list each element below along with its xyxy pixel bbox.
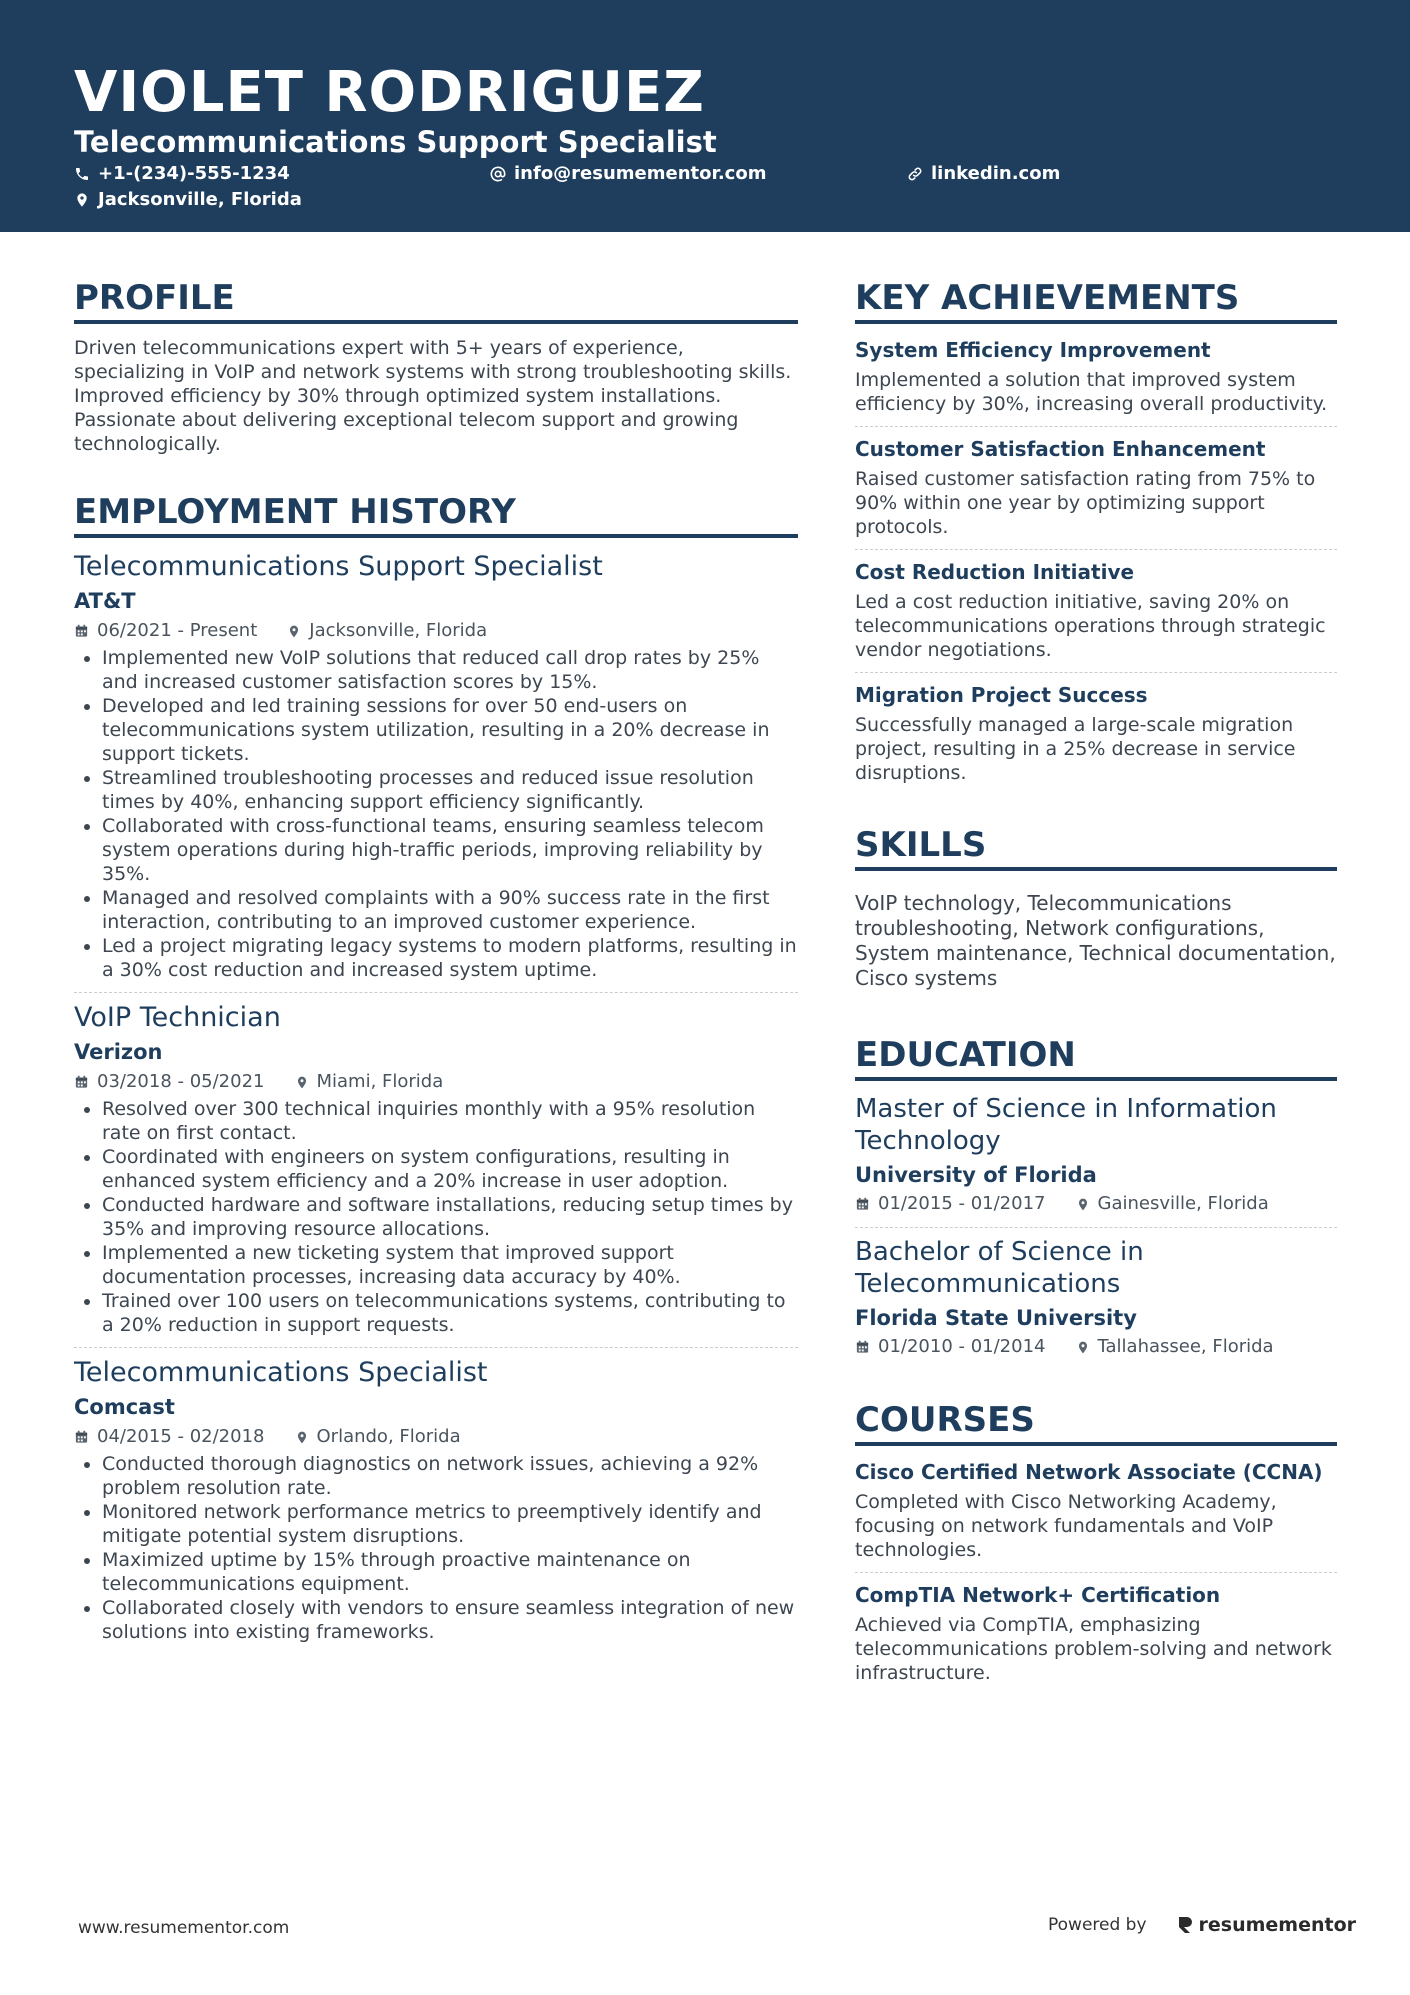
location-text: Jacksonville, Florida [309, 620, 488, 641]
achievement-item [855, 558, 1337, 662]
footer-branding [1048, 1914, 1356, 1936]
location-text: Tallahassee, Florida [1097, 1336, 1274, 1357]
right-column [855, 278, 1337, 1685]
location-pin-icon [295, 1074, 309, 1091]
course-item [855, 1458, 1337, 1562]
bullet-item: • Coordinated with engineers on system configurations, resulting in enhanced system efficiency and a 20% increase in user adoption. [102, 1145, 798, 1193]
candidate-name: VIOLET RODRIGUEZ [74, 60, 705, 125]
bullet-item: • Resolved over 300 technical inquiries monthly with a 95% resolution rate on first contact. [102, 1097, 798, 1145]
bullet-item: • Implemented a new ticketing system that improved support documentation processes, increasing data accuracy by 40%. [102, 1241, 798, 1289]
meta-row [855, 1334, 1337, 1360]
meta-row [74, 618, 798, 644]
achievement-item [855, 336, 1337, 416]
location-pin-icon [295, 1429, 309, 1446]
contact-location [74, 188, 302, 212]
phone-icon [74, 166, 90, 182]
bullet-item: • Maximized uptime by 15% through proactive maintenance on telecommunications equipment. [102, 1548, 798, 1596]
location [295, 1069, 444, 1095]
location-text: Miami, Florida [316, 1071, 444, 1092]
school: University of Florida [855, 1163, 1097, 1187]
location-text: Jacksonville, Florida [98, 189, 302, 210]
education-item [855, 1236, 1337, 1360]
calendar-icon [855, 1196, 870, 1212]
meta-row [74, 1069, 798, 1095]
course-text: Achieved via CompTIA, emphasizing telecommunications problem-solving and network infrastructure. [855, 1614, 1332, 1684]
brand-logo[interactable] [1177, 1914, 1357, 1936]
course-text: Completed with Cisco Networking Academy, focusing on network fundamentals and VoIP technologies. [855, 1491, 1277, 1561]
divider [855, 672, 1337, 673]
achievement-text: Raised customer satisfaction rating from 75% to 90% within one year by optimizing support protocols. [855, 468, 1316, 538]
skills-heading: SKILLS [855, 825, 1337, 871]
course-title: Cisco Certified Network Associate (CCNA) [855, 1460, 1323, 1484]
achievement-title: Migration Project Success [855, 683, 1148, 707]
date-range: 06/2021 - Present [97, 620, 258, 641]
bullet-item: • Led a project migrating legacy systems to modern platforms, resulting in a 30% cost reduction and increased system uptime. [102, 934, 798, 982]
job-entry [74, 1001, 798, 1337]
school: Florida State University [855, 1306, 1137, 1330]
achievement-title: Cost Reduction Initiative [855, 560, 1135, 584]
phone-text: +1-(234)-555-1234 [98, 163, 290, 184]
job-entry [74, 1356, 798, 1644]
resumementor-logo-icon [1177, 1915, 1195, 1935]
achievements-heading: KEY ACHIEVEMENTS [855, 278, 1337, 324]
profile-heading: PROFILE [74, 278, 798, 324]
job-title: Telecommunications Support Specialist [74, 551, 603, 582]
location-pin-icon [1076, 1339, 1090, 1356]
link-icon [907, 166, 923, 182]
bullet-item: • Developed and led training sessions for over 50 end-users on telecommunications system utilization, resulting in a 20% decrease in support tickets. [102, 694, 798, 766]
company-name: Comcast [74, 1395, 175, 1419]
courses-list [855, 1458, 1337, 1685]
job-title: VoIP Technician [74, 1002, 281, 1033]
company-name: Verizon [74, 1040, 163, 1064]
divider [855, 1572, 1337, 1573]
linkedin-text[interactable]: linkedin.com [931, 163, 1061, 184]
location-pin-icon [1076, 1196, 1090, 1213]
bullet-item: • Implemented new VoIP solutions that reduced call drop rates by 25% and increased customer satisfaction scores by 15%. [102, 646, 798, 694]
job-bullets [74, 646, 798, 982]
course-item [855, 1581, 1337, 1685]
achievement-text: Led a cost reduction initiative, saving 20% on telecommunications operations through strategic vendor negotiations. [855, 591, 1326, 661]
at-icon [490, 166, 506, 182]
divider [855, 426, 1337, 427]
contact-email[interactable] [490, 162, 766, 186]
job-bullets [74, 1097, 798, 1337]
skills-text: VoIP technology, Telecommunications troubleshooting, Network configurations, System maintenance, Technical documentation, Cisco systems [855, 891, 1336, 990]
location [295, 1424, 461, 1450]
calendar-icon [74, 623, 89, 639]
date-range: 01/2015 - 01/2017 [878, 1193, 1046, 1214]
candidate-title: Telecommunications Support Specialist [74, 125, 717, 159]
employment-list [74, 550, 798, 1644]
bullet-item: • Managed and resolved complaints with a 90% success rate in the first interaction, contributing to an improved customer experience. [102, 886, 798, 934]
achievement-title: Customer Satisfaction Enhancement [855, 437, 1266, 461]
achievements-list [855, 336, 1337, 785]
meta-row [74, 1424, 798, 1450]
contact-phone [74, 162, 290, 186]
job-bullets [74, 1452, 798, 1644]
bullet-item: • Collaborated with cross-functional teams, ensuring seamless telecom system operations during high-traffic periods, improving reliability by 35%. [102, 814, 798, 886]
education-item [855, 1093, 1337, 1217]
location-pin-icon [74, 192, 90, 208]
bullet-item: • Conducted thorough diagnostics on network issues, achieving a 92% problem resolution rate. [102, 1452, 798, 1500]
meta-row [855, 1191, 1337, 1217]
achievement-item [855, 681, 1337, 785]
courses-heading: COURSES [855, 1400, 1337, 1446]
calendar-icon [855, 1339, 870, 1355]
bullet-item: • Streamlined troubleshooting processes and reduced issue resolution times by 40%, enhancing support efficiency significantly. [102, 766, 798, 814]
date-range: 04/2015 - 02/2018 [97, 1426, 265, 1447]
location [287, 618, 487, 644]
achievement-text: Implemented a solution that improved system efficiency by 30%, increasing overall productivity. [855, 369, 1328, 415]
divider [855, 549, 1337, 550]
divider [74, 992, 798, 993]
job-title: Telecommunications Specialist [74, 1357, 488, 1388]
location-pin-icon [287, 623, 301, 640]
brand-text: resumementor [1198, 1914, 1357, 1936]
job-entry [74, 550, 798, 982]
resume-header [0, 0, 1410, 232]
bullet-item: • Monitored network performance metrics to preemptively identify and mitigate potential system disruptions. [102, 1500, 798, 1548]
company-name: AT&T [74, 589, 136, 613]
achievement-text: Successfully managed a large-scale migration project, resulting in a 25% decrease in service disruptions. [855, 714, 1296, 784]
education-list [855, 1093, 1337, 1360]
calendar-icon [74, 1429, 89, 1445]
email-text[interactable]: info@resumementor.com [514, 163, 767, 184]
calendar-icon [74, 1074, 89, 1090]
degree: Master of Science in Information Technology [855, 1094, 1277, 1156]
location-text: Gainesville, Florida [1097, 1193, 1269, 1214]
footer-website[interactable]: www.resumementor.com [78, 1918, 290, 1938]
location-text: Orlando, Florida [316, 1426, 461, 1447]
bullet-item: • Trained over 100 users on telecommunications systems, contributing to a 20% reduction in support requests. [102, 1289, 798, 1337]
contact-linkedin[interactable] [907, 162, 1060, 186]
divider [74, 1347, 798, 1348]
date-range: 03/2018 - 05/2021 [97, 1071, 265, 1092]
left-column [74, 278, 798, 1644]
bullet-item: • Collaborated closely with vendors to ensure seamless integration of new solutions into existing frameworks. [102, 1596, 798, 1644]
location [1076, 1191, 1269, 1217]
degree: Bachelor of Science in Telecommunications [855, 1237, 1144, 1299]
education-heading: EDUCATION [855, 1035, 1337, 1081]
course-title: CompTIA Network+ Certification [855, 1583, 1221, 1607]
bullet-item: • Conducted hardware and software installations, reducing setup times by 35% and improving resource allocations. [102, 1193, 798, 1241]
employment-heading: EMPLOYMENT HISTORY [74, 492, 798, 538]
profile-text: Driven telecommunications expert with 5+ years of experience, specializing in VoIP and network systems with strong troubleshooting skills. Improved efficiency by 30% through optimized system installations. Passionate about delivering exceptional telecom support and growing technologically. [74, 337, 792, 455]
date-range: 01/2010 - 01/2014 [878, 1336, 1046, 1357]
location [1076, 1334, 1274, 1360]
achievement-item [855, 435, 1337, 539]
achievement-title: System Efficiency Improvement [855, 338, 1211, 362]
divider [855, 1227, 1337, 1228]
powered-by-label: Powered by [1048, 1915, 1147, 1935]
